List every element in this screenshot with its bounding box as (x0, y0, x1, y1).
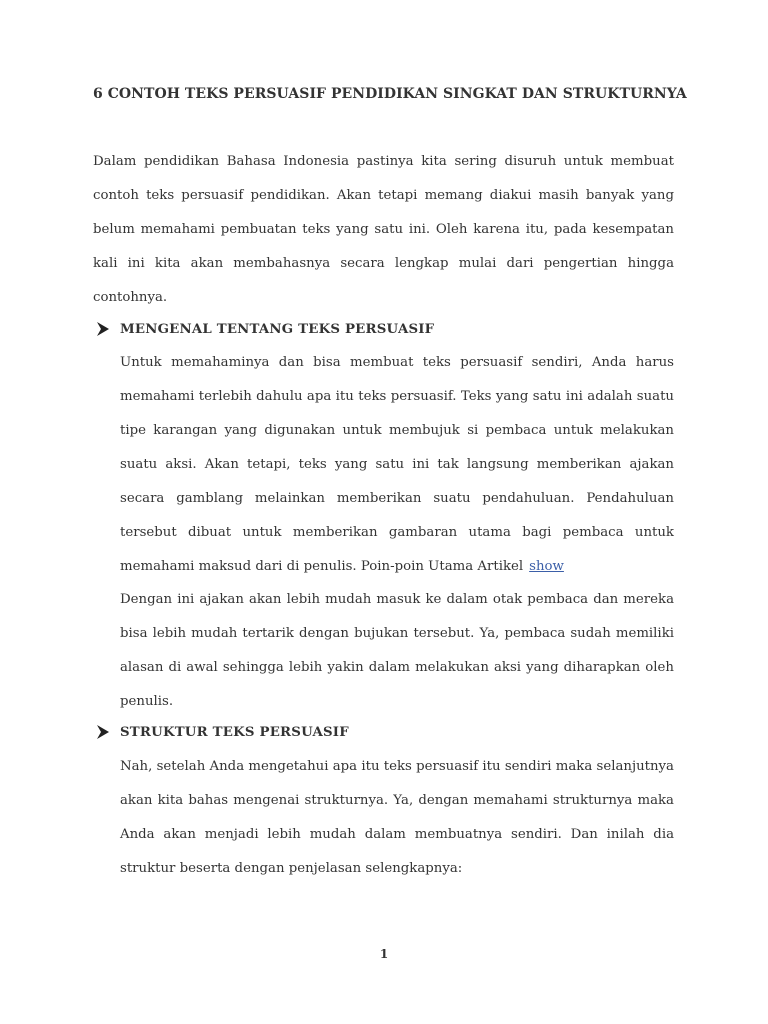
arrowhead-bullet-icon (96, 724, 110, 740)
section-heading-mengenal (96, 321, 434, 337)
section-heading-struktur (96, 724, 349, 740)
section-heading-label: STRUKTUR TEKS PERSUASIF (120, 724, 349, 740)
section-paragraph (120, 346, 674, 584)
arrowhead-bullet-icon (96, 321, 110, 337)
page-number: 1 (379, 947, 389, 961)
document-title: 6 CONTOH TEKS PERSUASIF PENDIDIKAN SINGKAT DAN STRUKTURNYA (93, 86, 687, 102)
section-paragraph: Nah, setelah Anda mengetahui apa itu teks persuasif itu sendiri maka selanjutnya akan kita bahas mengenai strukturnya. Ya, dengan memahami strukturnya maka Anda akan menjadi lebih mudah dalam membuatnya sendiri. Dan inilah dia struktur beserta dengan penjelasan selengkapnya: (120, 759, 674, 876)
intro-paragraph: Dalam pendidikan Bahasa Indonesia pastinya kita sering disuruh untuk membuat contoh teks persuasif pendidikan. Akan tetapi memang diakui masih banyak yang belum memahami pembuatan teks yang satu ini. Oleh karena itu, pada kesempatan kali ini kita akan membahasnya secara lengkap mulai dari pengertian hingga contohnya. (93, 154, 674, 305)
section-heading-label: MENGENAL TENTANG TEKS PERSUASIF (120, 321, 435, 337)
paragraph-text: Untuk memahaminya dan bisa membuat teks persuasif sendiri, Anda harus memahami terlebih dahulu apa itu teks persuasif. Teks yang satu ini adalah suatu tipe karangan yang digunakan untuk membujuk si pembaca untuk melakukan suatu aksi. Akan tetapi, teks yang satu ini tak langsung memberikan ajakan secara gamblang melainkan memberikan suatu pendahuluan. Pendahuluan tersebut dibuat untuk memberikan gambaran utama bagi pembaca untuk memahami maksud dari di penulis. Poin-poin Utama Artikel (120, 355, 674, 574)
section-paragraph: Dengan ini ajakan akan lebih mudah masuk ke dalam otak pembaca dan mereka bisa lebih mudah tertarik dengan bujukan tersebut. Ya, pembaca sudah memiliki alasan di awal sehingga lebih yakin dalam melakukan aksi yang diharapkan oleh penulis. (120, 592, 674, 709)
show-link[interactable]: show (529, 559, 564, 574)
